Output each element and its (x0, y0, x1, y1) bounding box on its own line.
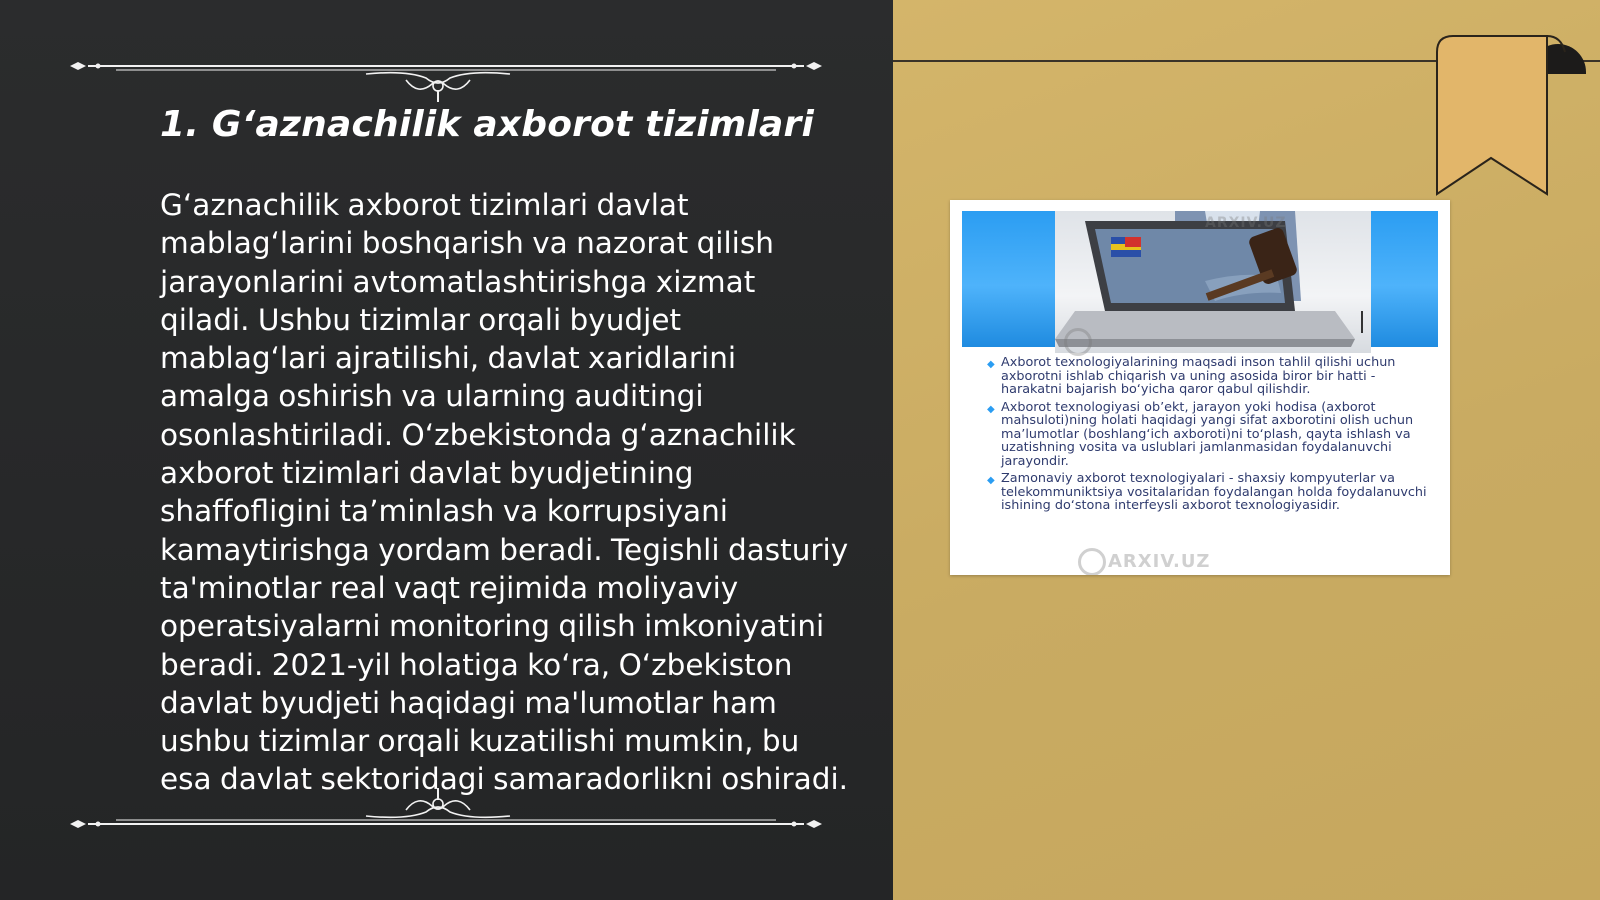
bullet-dot-icon: ◆ (987, 359, 995, 370)
embedded-slide-image (950, 200, 1450, 575)
body-paragraph: G‘aznachilik axborot tizimlari davlat mablag‘larini boshqarish va nazorat qilish jarayonlarini avtomatlashtirishga xizmat qiladi. Ushbu tizimlar orqali byudjet mablag‘lari ajratilishi, davlat xaridlarini amalga oshirish va ularning auditingi osonlashtiriladi. O‘zbekistonda g‘aznachilik axborot tizimlari davlat byudjetining shaffofligini ta’minlash va korrupsiyani kamaytirishga yordam beradi. Tegishli dasturiy ta'minotlar real vaqt rejimida moliyaviy operatsiyalarni monitoring qilish imkoniyatini beradi. 2021-yil holatiga ko‘ra, O‘zbekiston davlat byudjeti haqidagi ma'lumotlar ham ushbu tizimlar orqali kuzatilishi mumkin, bu esa davlat sektoridagi samaradorlikni oshiradi. (160, 188, 849, 797)
watermark-middle (1064, 328, 1094, 356)
bullet-dot-icon: ◆ (987, 403, 995, 415)
list-item: ◆ Zamonaviy axborot texnologiyalari - shaxsiy kompyuterlar va telekommuniktsiya vositalaridan foydalangan holda foydalanuvchi ishining do‘stona interfeysli axborot texnologiyasidir. (987, 471, 1427, 513)
list-item: ◆ Axborot texnologiyalarining maqsadi inson tahlil qilishi uchun axborotni ishlab chiqarish va uning asosida biror bir hatti - harakatni bajarish bo‘yicha qaror qabul qilishdir. (987, 355, 1396, 397)
bullet-dot-icon: ◆ (987, 475, 995, 486)
embedded-bullet-list (985, 356, 1435, 517)
laptop-gavel-photo-icon (1055, 211, 1371, 353)
bookmark-ribbon-icon (1435, 34, 1600, 200)
ornament-divider-top-icon (66, 42, 826, 102)
watermark-bottom: ARXIV.UZ (1078, 548, 1210, 575)
watermark-top: ARXIV.UZ (1205, 215, 1287, 231)
slide-title: 1. G‘aznachilik axborot tizimlari (160, 104, 815, 145)
list-item: ◆ Axborot texnologiyasi ob’ekt, jarayon yoki hodisa (axborot mahsuloti)ning holati haqidagi yangi sifat axborotini olish uchun ma’lumotlar (boshlang‘ich axboroti)ni to‘plash, qayta ishlash va uzatishning vosita va uslublari jamlanmasidan foydalanuvchi jarayondir. (987, 399, 1414, 469)
